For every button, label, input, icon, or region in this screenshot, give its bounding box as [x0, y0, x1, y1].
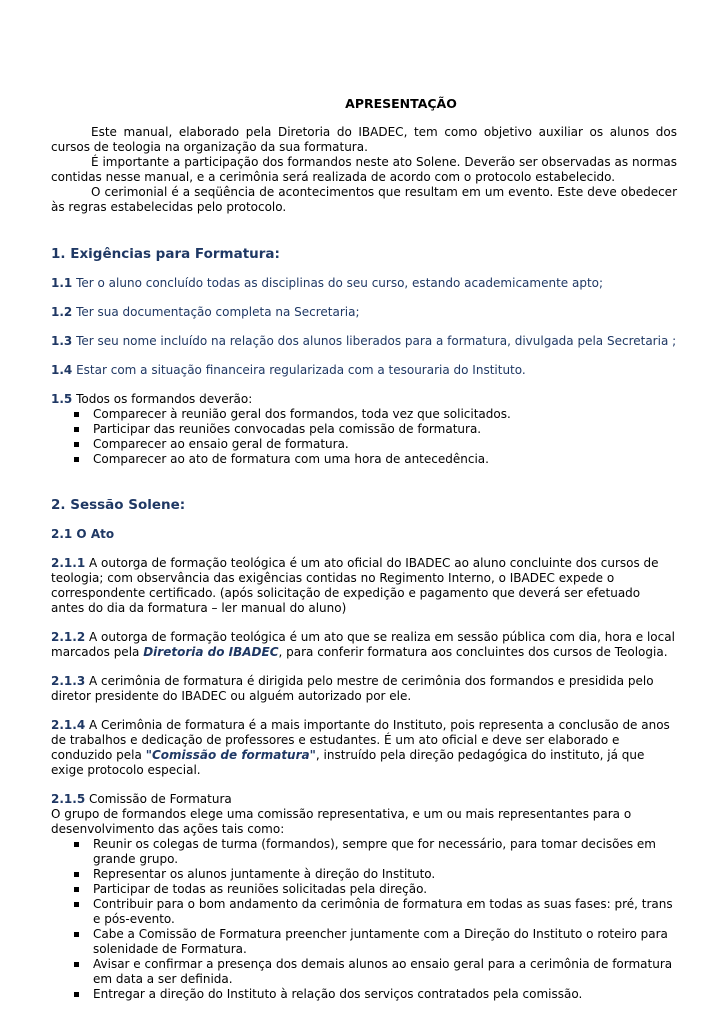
paragraph-2-1-5 — [51, 792, 677, 1002]
square-bullet-icon — [74, 457, 79, 462]
item-number: 2.1.1 — [51, 556, 86, 570]
item-number: 1.2 — [51, 305, 73, 319]
paragraph-text: A cerimônia de formatura é dirigida pelo mestre de cerimônia dos formandos e presidida pelo diretor presidente do IBADEC ou alguém autorizado por ele. — [51, 674, 654, 703]
item-number: 1.4 — [51, 363, 73, 377]
item-number: 2.1.2 — [51, 630, 86, 644]
paragraph-text: A outorga de formação teológica é um ato oficial do IBADEC ao aluno concluinte dos cursos de teologia; com observância das exigências contidas no Regimento Interno, o IBADEC expede o correspondente certificado. (após solicitação de expedição e pagamento que deverá ser efetuado antes do dia da formatura – ler manual do aluno) — [51, 556, 659, 615]
item-number: 1.1 — [51, 276, 73, 290]
item-number: 2.1.5 — [51, 792, 86, 806]
paragraph-2-1-3 — [51, 674, 677, 704]
paragraph-2-1-2: 2.1.2 A outorga de formação teológica é um ato que se realiza em sessão pública com dia, hora e local marcados pela Diretoria do IBADEC, para conferir formatura aos concluintes dos cursos de Teologia. — [51, 630, 675, 659]
square-bullet-icon — [74, 962, 79, 967]
requirement-item-list — [51, 392, 677, 467]
list-item: Participar das reuniões convocadas pela comissão de formatura. — [71, 422, 677, 437]
item-number: 2.1.4 — [51, 718, 86, 732]
square-bullet-icon — [74, 412, 79, 417]
square-bullet-icon — [74, 992, 79, 997]
list-item: Representar os alunos juntamente à direção do Instituto. — [71, 867, 677, 882]
document-content — [51, 96, 677, 1002]
list-item: Cabe a Comissão de Formatura preencher juntamente com a Direção do Instituto o roteiro para solenidade de Formatura. — [71, 927, 677, 957]
square-bullet-icon — [74, 872, 79, 877]
page-title: APRESENTAÇÃO — [345, 96, 457, 111]
requirement-item — [51, 334, 677, 349]
list-item: Comparecer à reunião geral dos formandos, toda vez que solicitados. — [71, 407, 677, 422]
subsection-heading: 2.1 O Ato — [51, 527, 115, 541]
section-1-heading: 1. Exigências para Formatura: — [51, 246, 280, 262]
list-item: Participar de todas as reuniões solicitadas pela direção. — [71, 882, 677, 897]
bullet-list — [51, 407, 677, 467]
paragraph-2-1-4: 2.1.4 A Cerimônia de formatura é a mais importante do Instituto, pois representa a conclusão de anos de trabalhos e dedicação de professores e estudantes. É um ato oficial e deve ser elaborado e conduzido pela "Comissão de formatura", instruído pela direção pedagógica do instituto, já que exige protocolo especial. — [51, 718, 670, 777]
list-item: Entregar a direção do Instituto à relação dos serviços contratados pela comissão. — [71, 987, 677, 1002]
section-2-heading: 2. Sessão Solene: — [51, 497, 186, 513]
square-bullet-icon — [74, 887, 79, 892]
requirement-item — [51, 276, 677, 291]
paragraph-2-1-1 — [51, 556, 677, 616]
list-item: Contribuir para o bom andamento da cerimônia de formatura em todas as suas fases: pré, trans e pós-evento. — [71, 897, 677, 927]
item-text: Todos os formandos deverão: — [76, 392, 253, 406]
intro-paragraph: O cerimonial é a seqüência de acontecimentos que resultam em um evento. Este deve obedecer às regras estabelecidas pelo protocolo. — [51, 185, 677, 214]
list-item: Comparecer ao ato de formatura com uma hora de antecedência. — [71, 452, 677, 467]
intro — [51, 125, 677, 215]
item-text: Estar com a situação financeira regularizada com a tesouraria do Instituto. — [76, 363, 526, 377]
requirement-item — [51, 363, 677, 378]
item-number: 1.5 — [51, 392, 73, 406]
square-bullet-icon — [74, 902, 79, 907]
emphasis-text: "Comissão de formatura" — [145, 748, 316, 762]
intro-paragraph: Este manual, elaborado pela Diretoria do IBADEC, tem como objetivo auxiliar os alunos dos cursos de teologia na organização da sua formatura. — [51, 125, 677, 154]
requirement-item — [51, 305, 677, 320]
emphasis-text: Diretoria do IBADEC — [143, 645, 279, 659]
intro-paragraph: É importante a participação dos formandos neste ato Solene. Deverão ser observadas as normas contidas nesse manual, e a cerimônia será realizada de acordo com o protocolo estabelecido. — [51, 155, 677, 184]
paragraph-text: O grupo de formandos elege uma comissão representativa, e um ou mais representantes para o desenvolvimento das ações tais como: — [51, 807, 632, 836]
list-item: Reunir os colegas de turma (formandos), sempre que for necessário, para tomar decisões em grande grupo. — [71, 837, 677, 867]
square-bullet-icon — [74, 427, 79, 432]
square-bullet-icon — [74, 442, 79, 447]
list-item: Comparecer ao ensaio geral de formatura. — [71, 437, 677, 452]
square-bullet-icon — [74, 842, 79, 847]
item-number: 1.3 — [51, 334, 73, 348]
item-number: 2.1.3 — [51, 674, 86, 688]
item-text: Ter seu nome incluído na relação dos alunos liberados para a formatura, divulgada pela Secretaria ; — [76, 334, 677, 348]
bullet-list — [51, 837, 677, 1002]
list-item: Avisar e confirmar a presença dos demais alunos ao ensaio geral para a cerimônia de formatura em data a ser definida. — [71, 957, 677, 987]
item-text: Ter o aluno concluído todas as disciplinas do seu curso, estando academicamente apto; — [76, 276, 604, 290]
item-text: Ter sua documentação completa na Secretaria; — [76, 305, 360, 319]
paragraph-title: Comissão de Formatura — [89, 792, 232, 806]
square-bullet-icon — [74, 932, 79, 937]
